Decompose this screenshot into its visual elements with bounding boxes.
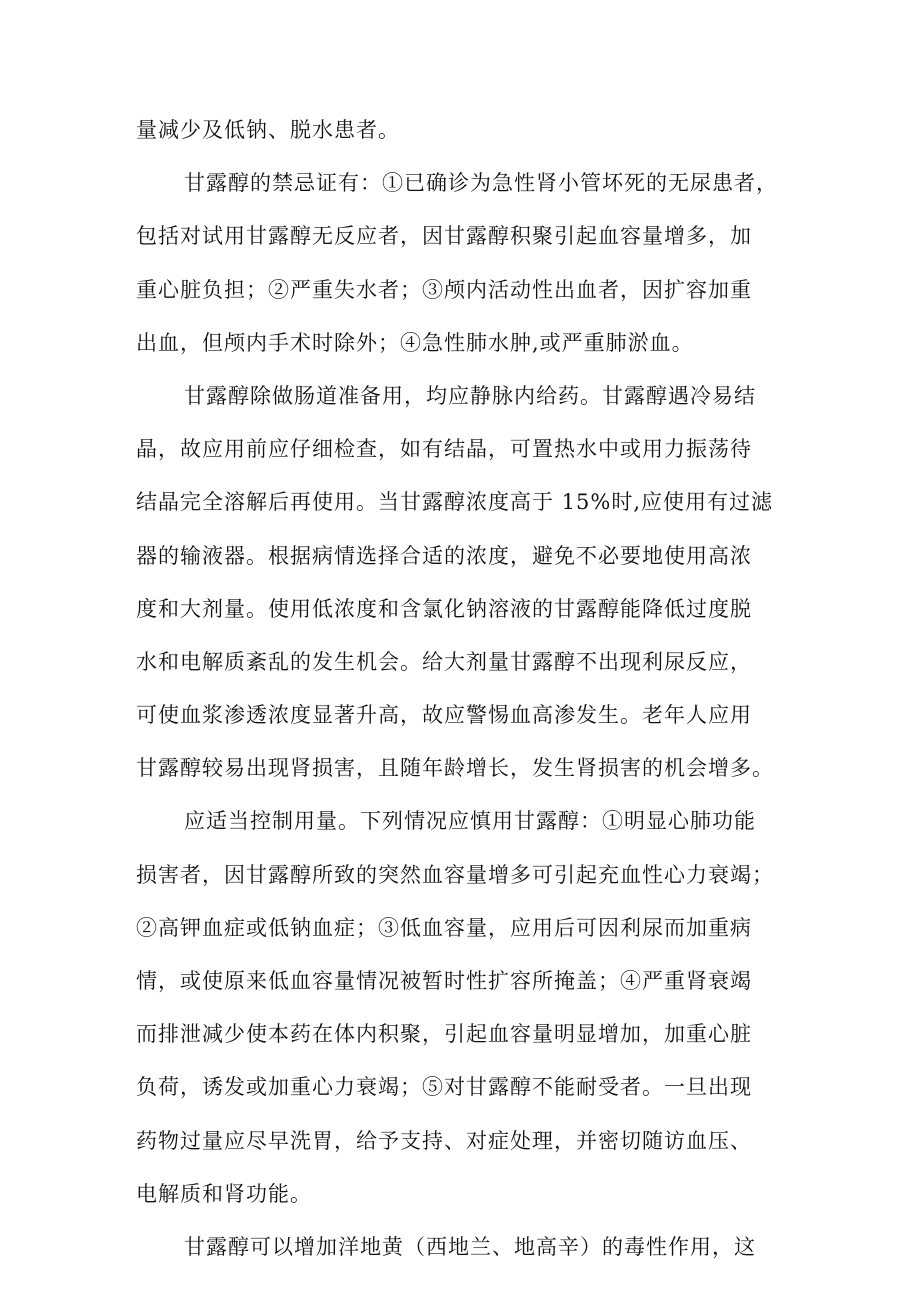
paragraph-start-line: 甘露醇可以增加洋地黄（西地兰、地高辛）的毒性作用，这 bbox=[184, 1234, 756, 1259]
text-line: 而排泄减少使本药在体内积聚，引起血容量明显增加，加重心脏 bbox=[136, 1022, 752, 1047]
text-line: 可使血浆渗透浓度显著升高，故应警惕血高渗发生。老年人应用 bbox=[136, 703, 752, 728]
text-line: 重心脏负担；②严重失水者；③颅内活动性出血者，因扩容加重 bbox=[136, 277, 752, 302]
text-line: 结晶完全溶解后再使用。当甘露醇浓度高于 15%时,应使用有过滤 bbox=[136, 490, 774, 515]
text-line: 药物过量应尽早洗胃，给予支持、对症处理，并密切随访血压、 bbox=[136, 1128, 752, 1153]
text-line: 负荷，诱发或加重心力衰竭；⑤对甘露醇不能耐受者。一旦出现 bbox=[136, 1075, 752, 1100]
paragraph-start-line: 甘露醇的禁忌证有：①已确诊为急性肾小管坏死的无尿患者， bbox=[184, 171, 778, 196]
text-line: 器的输液器。根据病情选择合适的浓度，避免不必要地使用高浓 bbox=[136, 543, 752, 568]
text-line: 电解质和肾功能。 bbox=[136, 1181, 312, 1206]
text-line: 包括对试用甘露醇无反应者，因甘露醇积聚引起血容量增多，加 bbox=[136, 224, 752, 249]
text-line: 度和大剂量。使用低浓度和含氯化钠溶液的甘露醇能降低过度脱 bbox=[136, 596, 752, 621]
text-line: 情，或使原来低血容量情况被暂时性扩容所掩盖；④严重肾衰竭 bbox=[136, 969, 752, 993]
text-line: 量减少及低钠、脱水患者。 bbox=[136, 118, 400, 142]
text-line: 出血，但颅内手术时除外；④急性肺水肿,或严重肺淤血。 bbox=[136, 330, 694, 355]
paragraph-start-line: 应适当控制用量。下列情况应慎用甘露醇：①明显心肺功能 bbox=[184, 809, 756, 834]
text-line: 损害者，因甘露醇所致的突然血容量增多可引起充血性心力衰竭； bbox=[136, 862, 774, 887]
text-line: ②高钾血症或低钠血症；③低血容量，应用后可因利尿而加重病 bbox=[136, 915, 752, 940]
document-body bbox=[136, 104, 796, 1274]
paragraph-start-line: 甘露醇除做肠道准备用，均应静脉内给药。甘露醇遇冷易结 bbox=[184, 383, 756, 408]
text-line: 晶，故应用前应仔细检查，如有结晶，可置热水中或用力振荡待 bbox=[136, 437, 752, 462]
text-line: 甘露醇较易出现肾损害，且随年龄增长，发生肾损害的机会增多。 bbox=[136, 756, 774, 781]
text-line: 水和电解质紊乱的发生机会。给大剂量甘露醇不出现利尿反应， bbox=[136, 649, 752, 674]
